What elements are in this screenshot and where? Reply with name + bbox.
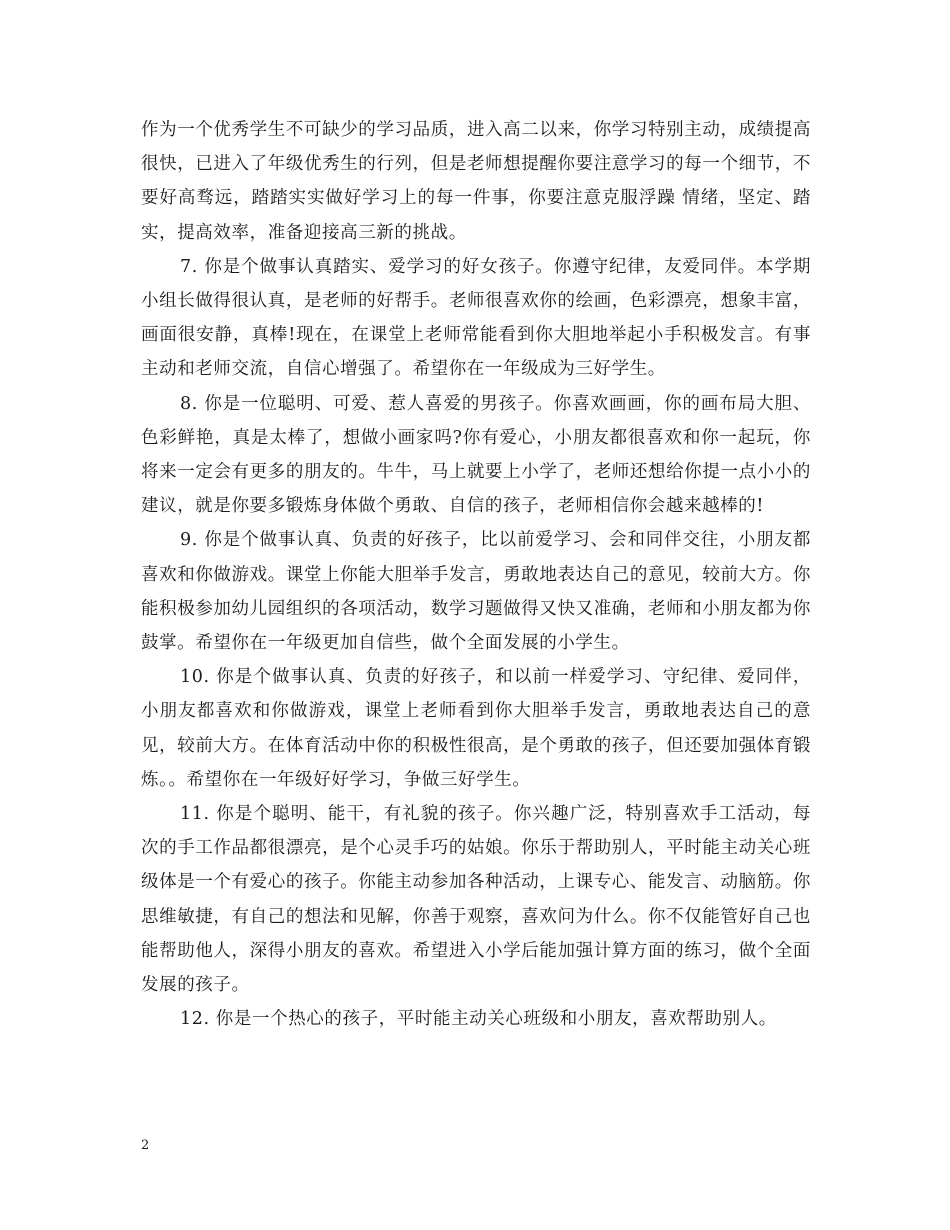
paragraph-item-12: 12. 你是一个热心的孩子，平时能主动关心班级和小朋友，喜欢帮助别人。: [180, 1009, 777, 1030]
paragraph-item-8: 8. 你是一位聪明、可爱、惹人喜爱的男孩子。你喜欢画画，你的画布局大胆、色彩鲜艳，真是太棒了，想做小画家吗?你有爱心，小朋友都很喜欢和你一起玩，你将来一定会有更多的朋友的。牛牛，马上就要上小学了，老师还想给你提一点小小的建议，就是你要多锻炼身体做个勇敢、自信的孩子，老师相信你会越来越棒的!: [141, 393, 811, 517]
paragraph-item-11: 11. 你是个聪明、能干，有礼貌的孩子。你兴趣广泛，特别喜欢手工活动，每次的手工作品都很漂亮，是个心灵手巧的姑娘。你乐于帮助别人，平时能主动关心班级体是一个有爱心的孩子。你能主动参加各种活动，上课专心、能发言、动脑筋。你思维敏捷，有自己的想法和见解，你善于观察，喜欢问为什么。你不仅能管好自己也能帮助他人，深得小朋友的喜欢。希望进入小学后能加强计算方面的练习，做个全面发展的孩子。: [141, 804, 811, 996]
paragraph-continuation: 作为一个优秀学生不可缺少的学习品质，进入高二以来，你学习特别主动，成绩提高很快，已进入了年级优秀生的行列，但是老师想提醒你要注意学习的每一个细节，不要好高骛远，踏踏实实做好学习上的每一件事，你要注意克服浮躁 情绪，坚定、踏实，提高效率，准备迎接高三新的挑战。: [141, 120, 811, 243]
document-body: [141, 113, 811, 1036]
page-number: 2: [141, 1138, 150, 1153]
paragraph-item-7: 7. 你是个做事认真踏实、爱学习的好女孩子。你遵守纪律，友爱同伴。本学期小组长做得很认真，是老师的好帮手。老师很喜欢你的绘画，色彩漂亮，想象丰富，画面很安静，真棒!现在，在课堂上老师常能看到你大胆地举起小手积极发言。有事主动和老师交流，自信心增强了。希望你在一年级成为三好学生。: [141, 256, 811, 380]
paragraph-item-10: 10. 你是个做事认真、负责的好孩子，和以前一样爱学习、守纪律、爱同伴，小朋友都喜欢和你做游戏，课堂上老师看到你大胆举手发言，勇敢地表达自己的意见，较前大方。在体育活动中你的积极性很高，是个勇敢的孩子，但还要加强体育锻炼。。希望你在一年级好好学习，争做三好学生。: [141, 667, 811, 790]
paragraph-item-9: 9. 你是个做事认真、负责的好孩子，比以前爱学习、会和同伴交往，小朋友都喜欢和你做游戏。课堂上你能大胆举手发言，勇敢地表达自己的意见，较前大方。你能积极参加幼儿园组织的各项活动，数学习题做得又快又准确，老师和小朋友都为你鼓掌。希望你在一年级更加自信些，做个全面发展的小学生。: [141, 530, 811, 654]
